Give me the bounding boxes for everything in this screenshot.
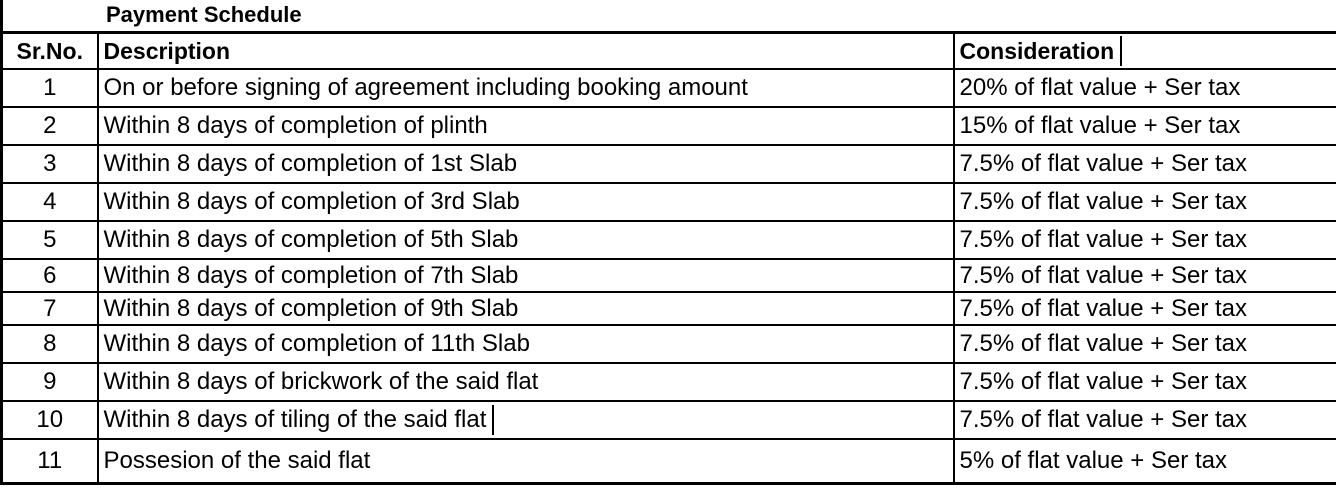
row-description [98,401,954,439]
column-header-consideration [954,33,1336,70]
payment-schedule-table [0,31,1336,485]
table-row [2,107,1336,145]
row-consideration: 7.5% of flat value + Ser tax [954,145,1336,183]
row-description: Possesion of the said flat [98,439,954,484]
row-sr-no: 5 [2,221,98,259]
row-sr-no: 10 [2,401,98,439]
row-description: Within 8 days of completion of 3rd Slab [98,183,954,221]
column-header-description: Description [98,33,954,70]
row-consideration: 7.5% of flat value + Ser tax [954,325,1336,363]
table-row [2,69,1336,107]
row-consideration: 7.5% of flat value + Ser tax [954,363,1336,401]
row-description: Within 8 days of completion of 11th Slab [98,325,954,363]
row-description-text: Within 8 days of tiling of the said flat [104,405,495,435]
row-sr-no: 8 [2,325,98,363]
row-sr-no: 9 [2,363,98,401]
table-row [2,221,1336,259]
row-description: Within 8 days of completion of 1st Slab [98,145,954,183]
table-row [2,145,1336,183]
row-consideration: 5% of flat value + Ser tax [954,439,1336,484]
table-row [2,401,1336,439]
row-consideration: 20% of flat value + Ser tax [954,69,1336,107]
row-sr-no: 3 [2,145,98,183]
row-sr-no: 6 [2,259,98,292]
page-title: Payment Schedule [106,2,302,27]
row-sr-no: 7 [2,292,98,325]
row-description: Within 8 days of completion of plinth [98,107,954,145]
row-sr-no: 2 [2,107,98,145]
column-header-sr-no: Sr.No. [2,33,98,70]
table-row [2,325,1336,363]
row-consideration: 7.5% of flat value + Ser tax [954,259,1336,292]
row-consideration: 7.5% of flat value + Ser tax [954,292,1336,325]
title-row [0,0,1336,32]
row-description: Within 8 days of brickwork of the said flat [98,363,954,401]
row-sr-no: 11 [2,439,98,484]
table-row [2,292,1336,325]
row-sr-no: 1 [2,69,98,107]
column-header-consideration-label: Consideration [960,36,1123,66]
row-consideration: 15% of flat value + Ser tax [954,107,1336,145]
row-sr-no: 4 [2,183,98,221]
table-header-row [2,33,1336,70]
row-consideration: 7.5% of flat value + Ser tax [954,221,1336,259]
table-row [2,439,1336,484]
table-row [2,183,1336,221]
row-description: Within 8 days of completion of 9th Slab [98,292,954,325]
row-description: Within 8 days of completion of 5th Slab [98,221,954,259]
row-description: On or before signing of agreement including booking amount [98,69,954,107]
row-consideration: 7.5% of flat value + Ser tax [954,401,1336,439]
table-row [2,363,1336,401]
row-description: Within 8 days of completion of 7th Slab [98,259,954,292]
table-row [2,259,1336,292]
row-consideration: 7.5% of flat value + Ser tax [954,183,1336,221]
